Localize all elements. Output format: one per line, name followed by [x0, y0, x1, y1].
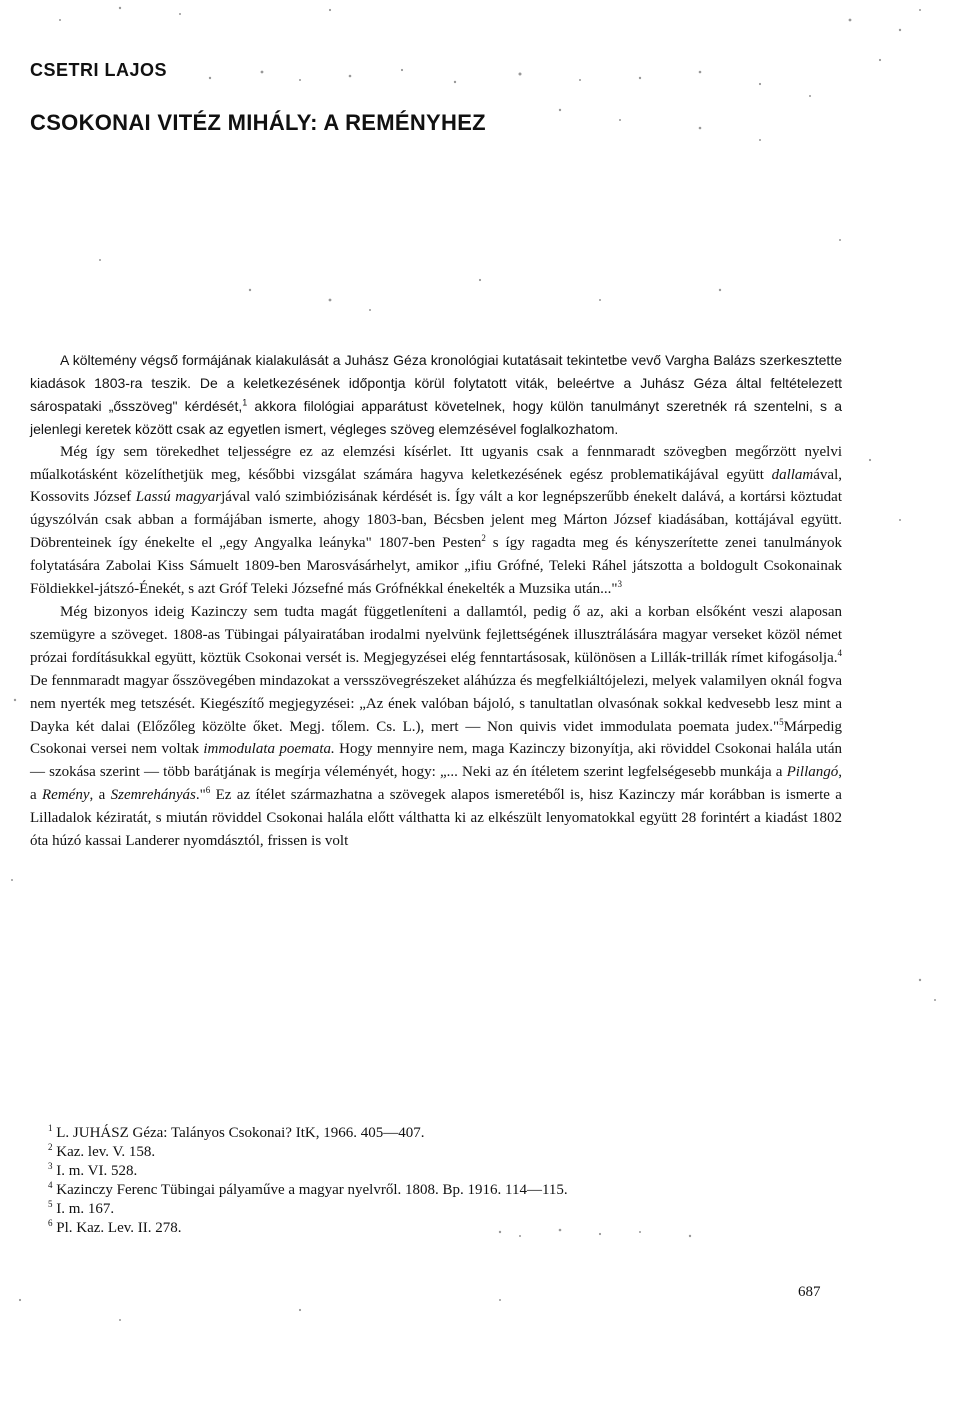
paragraph-3-text-c: Márpedig Csokonai versei nem voltak	[30, 718, 842, 758]
paragraph-2-text-a: Még így sem törekedhet teljességre ez az elemzési kísérlet. Itt ugyanis csak a fennmaradt szövegben megőrzött nyelvi műalkotásként közelíthetjük meg, későbbi vizsgálat számára hagyva keletkezésének egész problematikájával együtt	[30, 443, 842, 483]
footnotes	[48, 1124, 848, 1238]
footnote	[48, 1200, 848, 1219]
footnote	[48, 1124, 848, 1143]
footnote-text: Kazinczy Ferenc Tübingai pályaműve a magyar nyelvről. 1808. Bp. 1916. 114—115.	[56, 1182, 568, 1198]
footnote-ref-5: 5	[779, 716, 784, 727]
paragraph-2-italic-1: dallam	[771, 466, 814, 483]
paragraph-3-italic-4: Szemrehányás	[110, 787, 196, 804]
footnote-number: 2	[48, 1142, 53, 1152]
footnote-text: I. m. VI. 528.	[56, 1163, 138, 1179]
footnote-number: 1	[48, 1123, 53, 1133]
paragraph-1	[30, 349, 842, 441]
paragraph-1-text-b: akkora filológiai apparátust követelnek, hogy külön tanulmányt szeretnék rá szentelni, s a jelenlegi keretek között csak az egyetlen ismert, végleges szöveg elemzésével foglalkozhatom.	[30, 397, 842, 437]
footnote-ref-6: 6	[205, 785, 211, 796]
footnote-ref-4: 4	[837, 647, 842, 658]
paragraph-3-text-d: Hogy mennyire nem, maga Kazinczy bizonyítja, aki röviddel Csokonai halála után — szokása szerint — több barátjának is megírja véleményét, hogy: „... Neki az én ítéletem szerint legfelségesebb munkája a	[30, 741, 842, 781]
author-name: CSETRI LAJOS	[30, 60, 168, 80]
paragraph-3-italic-3: Remény	[42, 787, 90, 804]
footnote-text: Kaz. lev. V. 158.	[56, 1144, 156, 1160]
footnote-ref-3: 3	[617, 579, 623, 590]
footnote-text: I. m. 167.	[56, 1201, 115, 1217]
paragraph-3-italic-1: immodulata poemata.	[203, 741, 335, 758]
paragraph-2	[30, 441, 842, 601]
paragraph-3-text-e: , a	[30, 764, 842, 804]
paragraph-3-text-h: Ez az ítélet származhatna a szövegek alapos ismeretéből is, hisz Kazinczy már korábban is ismerte a Lilladalok kéziratát, s miután röviddel Csokonai halála előtt válthatta ki az elkészült lenyomatokkal együtt 28 forintért a kiadást 1802 óta húzó kassai Landerer nyomdásztól, frissen is volt	[30, 787, 842, 850]
footnote-number: 3	[48, 1161, 53, 1171]
footnote-ref-2: 2	[481, 533, 486, 544]
footnote-text: Pl. Kaz. Lev. II. 278.	[56, 1220, 182, 1236]
paragraph-3-text-b: De fennmaradt magyar ősszövegében mindazokat a versszövegrészeket aláhúzza és megfelkiáltójelezi, melyek valamilyen oknál fogva nem nyerték meg tetszését. Kiegészítő megjegyzései: „Az ének valóban bájoló, s tanultatlan olvasónak sokkal kedvesebb lesz mint a Dayka két dalai (Előzőleg közölte őket. Megj. tőlem. Cs. L.), mert — Non quivis videt immodulata poemata judex."	[30, 672, 842, 735]
paragraph-2-text-b: ával, Kossovits József	[30, 466, 842, 506]
paragraph-2-italic-2: Lassú magyar	[135, 489, 222, 506]
paragraph-1-text-a: A költemény végső formájának kialakulását a Juhász Géza kronológiai kutatásait tekintetbe vevő Vargha Balázs szerkesztette kiadások 1803-ra teszik. De a keletkezésének időpontja körül folytatott viták, beleértve a Juhász Géza által feltételezett sárospataki „ősszöveg" kérdését,	[30, 352, 842, 414]
article-title: CSOKONAI VITÉZ MIHÁLY: A REMÉNYHEZ	[30, 110, 486, 135]
footnote	[48, 1143, 848, 1162]
page-number: 687	[798, 1284, 821, 1300]
paragraph-3-text-a: Még bizonyos ideig Kazinczy sem tudta magát függetleníteni a dallamtól, pedig ő az, aki a korban elsőként veszi alaposan szemügyre a szöveget. 1808-as Tübingai pályairatában irodalmi nyelvünk fejlettségének illusztrálására magyar verseket közöl német prózai fordításukkal együtt, köztük Csokonai versét is. Megjegyzései elég fenntartásosak, különösen a Lillák-trillák rímet kifogásolja.	[30, 603, 842, 666]
paragraph-3-italic-2: Pillangó	[786, 764, 839, 781]
footnote	[48, 1181, 848, 1200]
footnote-number: 5	[48, 1199, 53, 1209]
paragraph-3-text-f: , a	[89, 787, 111, 804]
paragraph-2-text-c: jával való szimbiózisának kérdését is. Így vált a kor legnépszerűbb énekelt dalává, a kortársi köztudat úgyszólván csak abban a formájában ismerte, ahogy 1803-ban, Bécsben jelent meg Márton József kiadásában, kottájával együtt. Döbrenteinek így énekelte el „egy Angyalka leányka" 1807-ben Pesten	[30, 489, 842, 552]
footnote	[48, 1162, 848, 1181]
paragraph-3-text-g: ."	[195, 787, 206, 804]
paragraph-2-text-d: s így ragadta meg és kényszerítette zenei tanulmányok folytatására Zabolai Kiss Sámuelt 1809-ben Marosvásárhelyt, amikor „ifiu Grófné, Teleki Ráhel játszotta a boldogult Csokonainak Földiekkel-játszó-Énekét, s azt Gróf Teleki Józsefné más Grófnékkal énekelték a Muzsika után..."	[30, 535, 842, 598]
footnote-text: L. JUHÁSZ Géza: Talányos Csokonai? ItK, 1966. 405—407.	[56, 1125, 425, 1141]
article-body	[30, 349, 842, 853]
footnote-number: 6	[48, 1218, 53, 1228]
paragraph-3	[30, 601, 842, 853]
footnote	[48, 1219, 848, 1238]
footnote-number: 4	[48, 1180, 53, 1190]
footnote-ref-1: 1	[242, 397, 248, 408]
